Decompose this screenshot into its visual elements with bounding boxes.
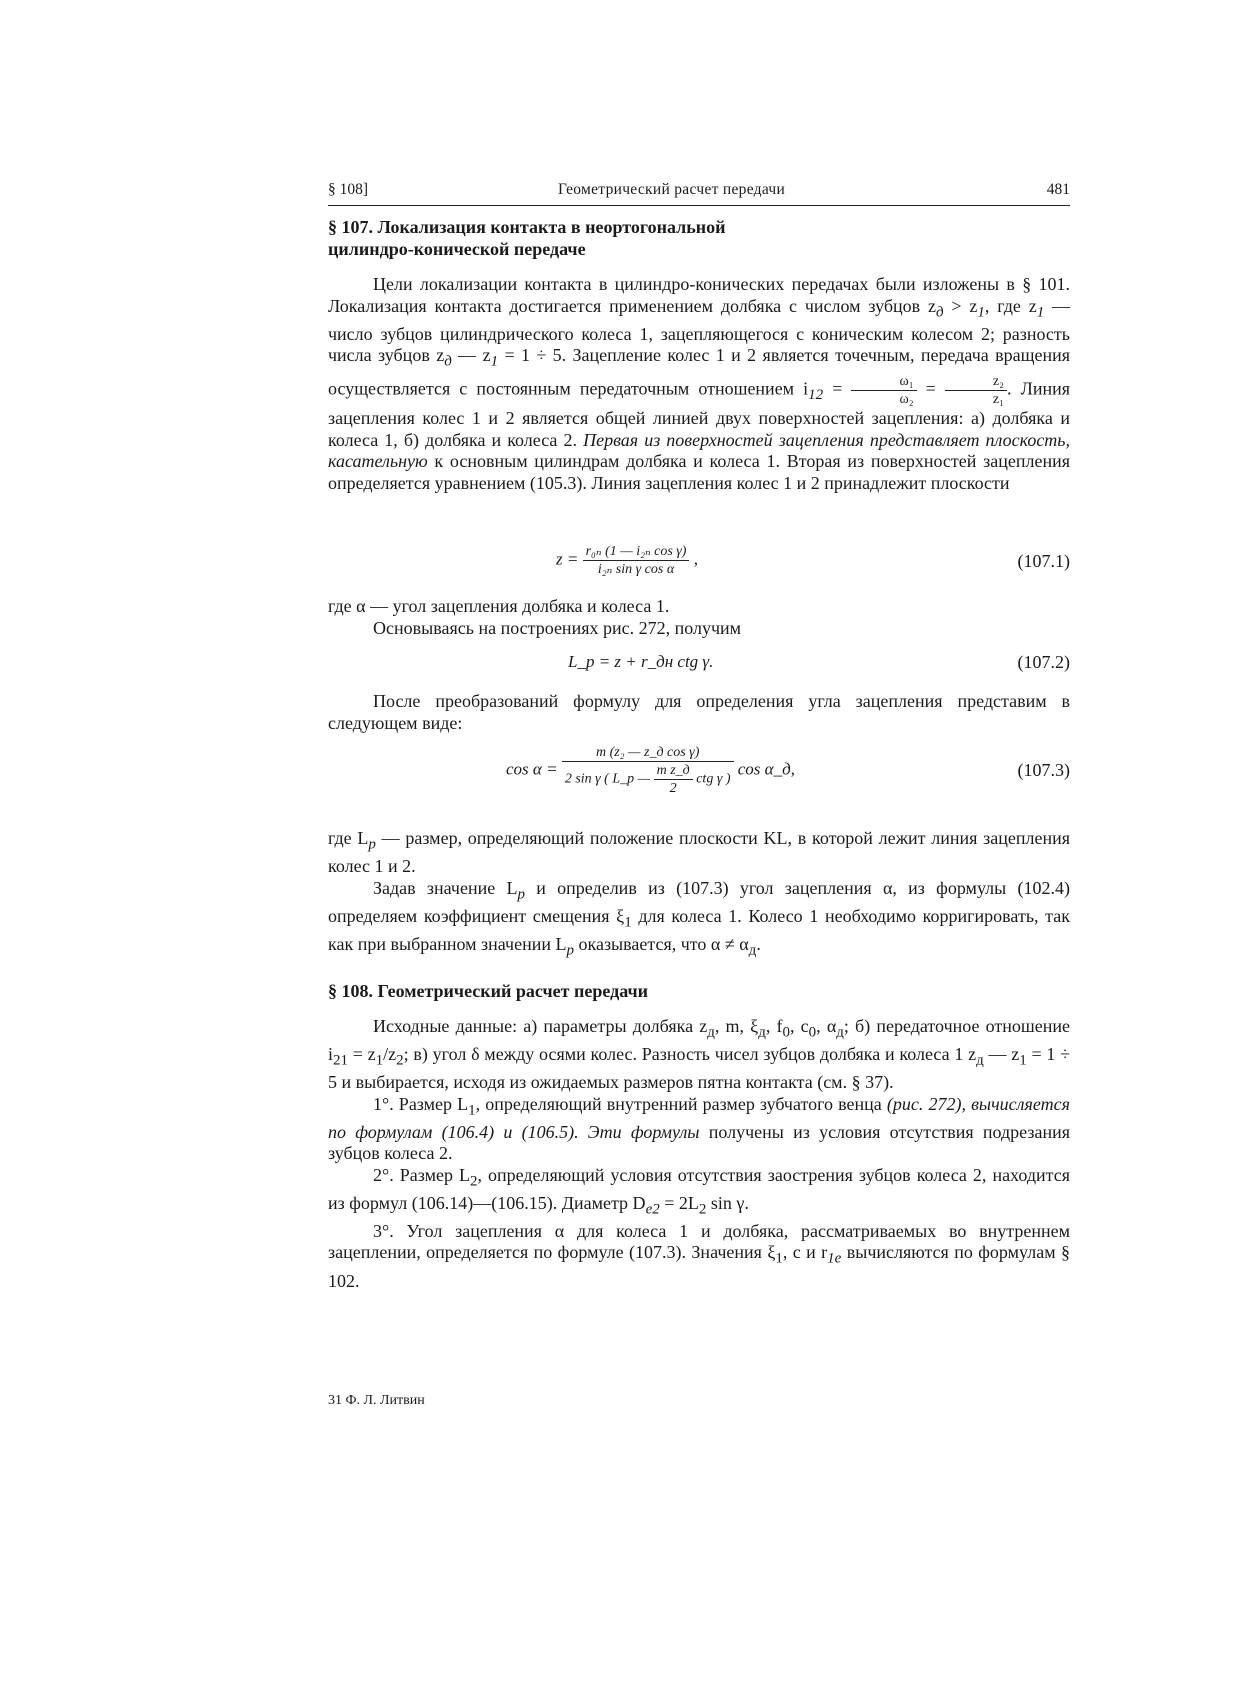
section-108-heading: § 108. Геометрический расчет передачи	[328, 981, 649, 1001]
equation-number: (107.3)	[1017, 760, 1070, 780]
section-107-paragraph-4: где $L_p$ — размер, определяющий положение плоскости KL, в которой лежит линия зацепления колес 1 и 2. Задав значение $L_p$ и определив из (107.3) угол зацепления α, из формулы (102.4) определяем коэффициент смещения $\xi_1$ для колеса 1. Колесо 1 необходимо корригировать, так как при выбранном значении $L_p$ оказывается, что $\alpha \ne \alpha_д$.	[328, 828, 1070, 959]
section-107-heading: § 107. Локализация контакта в неортогональной цилиндро-конической передаче	[328, 217, 726, 259]
header-section-ref: § 108]	[328, 181, 369, 198]
section-107-paragraph-3: После преобразований формулу для определения угла зацепления представим в следующем виде:	[328, 691, 1070, 733]
page-number: 481	[1046, 181, 1070, 198]
header-title: Геометрический расчет передачи	[558, 181, 786, 198]
equation-number: (107.2)	[1017, 652, 1070, 672]
omega-ratio: $\frac{\text{ω₁}}{\text{ω₂}}$	[851, 373, 916, 408]
signature-line: 31 Ф. Л. Литвин	[328, 1393, 425, 1408]
equation-107-2: L_p = z + r_дн ctg γ. (107.2)	[568, 652, 1070, 672]
equation-107-3: cos α = m (z₂ — z_д cos γ) 2 sin γ ( L_p — $\frac{\text{m z\_д}}{2}$ ctg γ ) cos α_д, (107.3)	[506, 745, 1070, 796]
equation-number: (107.1)	[1017, 551, 1070, 571]
section-108-body: Исходные данные: а) параметры долбяка $z_д$, m, $\xi_д$, $f_0$, $c_0$, $\alpha_д$; б) передаточное отношение $i_{21} = z_1/z_2$; в) угол δ между осями колес. Разность чисел зубцов долбяка и колеса 1 $z_д$ — $z_1 = 1 \div 5$ и выбирается, исходя из ожидаемых размеров пятна контакта (см. § 37). 1°. Размер $L_1$, определяющий внутренний размер зубчатого венца (рис. 272), вычисляется по формулам (106.4) и (106.5). Эти формулы получены из условия отсутствия подрезания зубцов колеса 2. 2°. Размер $L_2$, определяющий условия отсутствия заострения зубцов колеса 2, находится из формул (106.14)—(106.15). Диаметр $D_{e2} = 2L_2$ sin γ. 3°. Угол зацепления α для колеса 1 и долбяка, рассматриваемых во внутреннем зацеплении, определяется по формуле (107.3). Значения $\xi_1$, c и $r_{1e}$ вычисляются по формулам § 102.	[328, 1016, 1071, 1291]
section-107-paragraph-1: Цели локализации контакта в цилиндро-конических передачах были изложены в § 101. Локализация контакта достигается применением долбяка с числом зубцов $z_д > z_1$, где $z_1$ — число зубцов цилиндрического колеса 1, зацепляющегося с коническим колесом 2; разность числа зубцов $z_д$ — $z_1 = 1 \div 5$. Зацепление колес 1 и 2 является точечным, передача вращения осуществляется с постоянным передаточным отношением $i_{12}$ = $\frac{\text{ω₁}}{\text{ω₂}}$ = $\frac{\text{z₂}}{\text{z₁}}$ . Линия зацепления колес 1 и 2 является общей линией двух поверхностей зацепления: а) долбяка и колеса 1, б) долбяка и колеса 2. Первая из поверхностей зацепления представляет плоскость, касательную к основным цилиндрам долбяка и колеса 1. Вторая из поверхностей зацепления определяется уравнением (105.3). Линия зацепления колес 1 и 2 принадлежит плоскости	[328, 274, 1071, 493]
running-header	[328, 181, 1070, 206]
section-107-paragraph-2: где α — угол зацепления долбяка и колеса 1. Основываясь на построениях рис. 272, получим	[328, 596, 742, 638]
teeth-ratio: $\frac{\text{z₂}}{\text{z₁}}$	[945, 373, 1007, 408]
equation-107-1: z = $\frac{\text{r₀ₙ (1 — i₂ₙ cos γ)}}{\text{i₂ₙ sin γ cos α}}$ , (107.1)	[556, 544, 1070, 577]
